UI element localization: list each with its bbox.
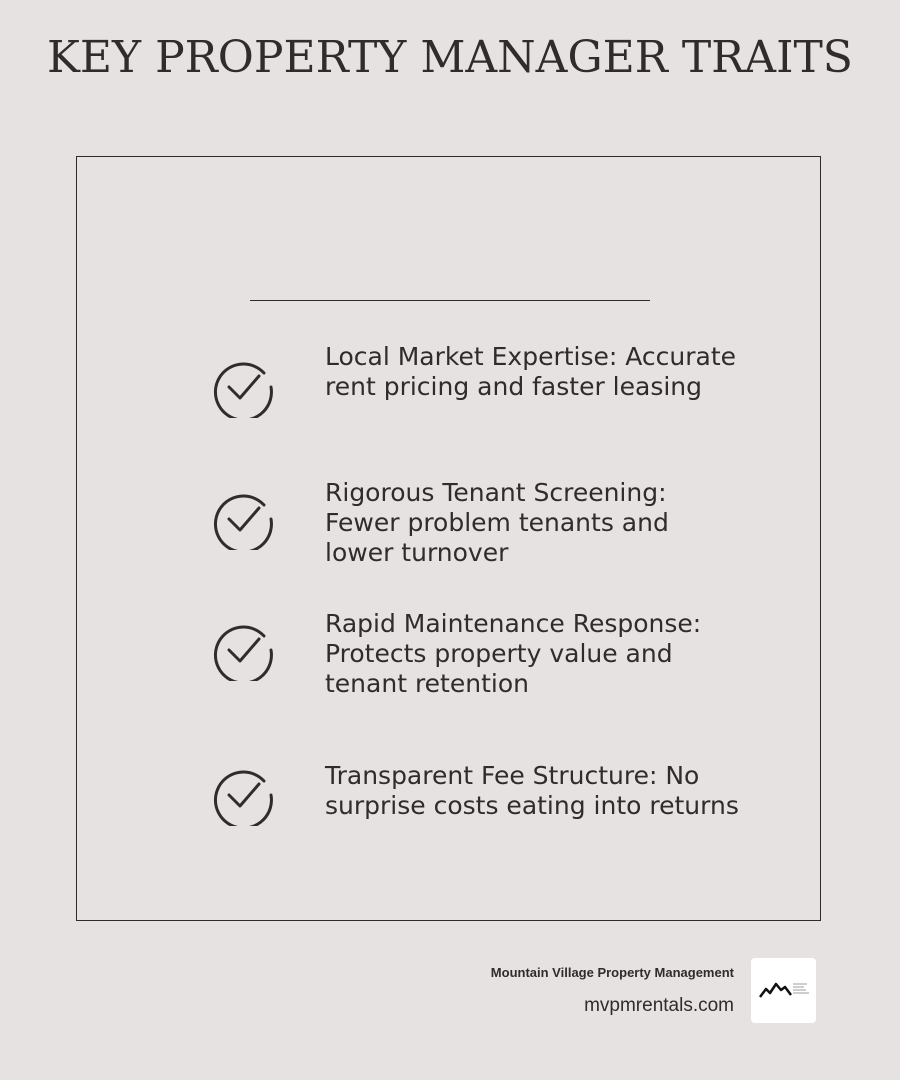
page-title: KEY PROPERTY MANAGER TRAITS	[47, 32, 853, 83]
check-circle-icon	[212, 764, 274, 826]
company-name: Mountain Village Property Management	[490, 965, 734, 980]
check-circle-icon	[212, 619, 274, 681]
divider-line	[250, 300, 650, 301]
website-link[interactable]: mvpmrentals.com	[584, 995, 734, 1016]
trait-text: Transparent Fee Structure: No surprise costs eating into returns	[325, 761, 739, 820]
check-circle-icon	[212, 488, 274, 550]
company-logo	[751, 958, 816, 1023]
trait-text: Local Market Expertise: Accurate rent pricing and faster leasing	[325, 342, 737, 401]
check-circle-icon	[212, 356, 274, 418]
mountain-logo-icon	[751, 958, 816, 1023]
trait-text: Rapid Maintenance Response: Protects property value and tenant retention	[325, 609, 702, 698]
trait-text: Rigorous Tenant Screening: Fewer problem tenants and lower turnover	[325, 478, 669, 567]
